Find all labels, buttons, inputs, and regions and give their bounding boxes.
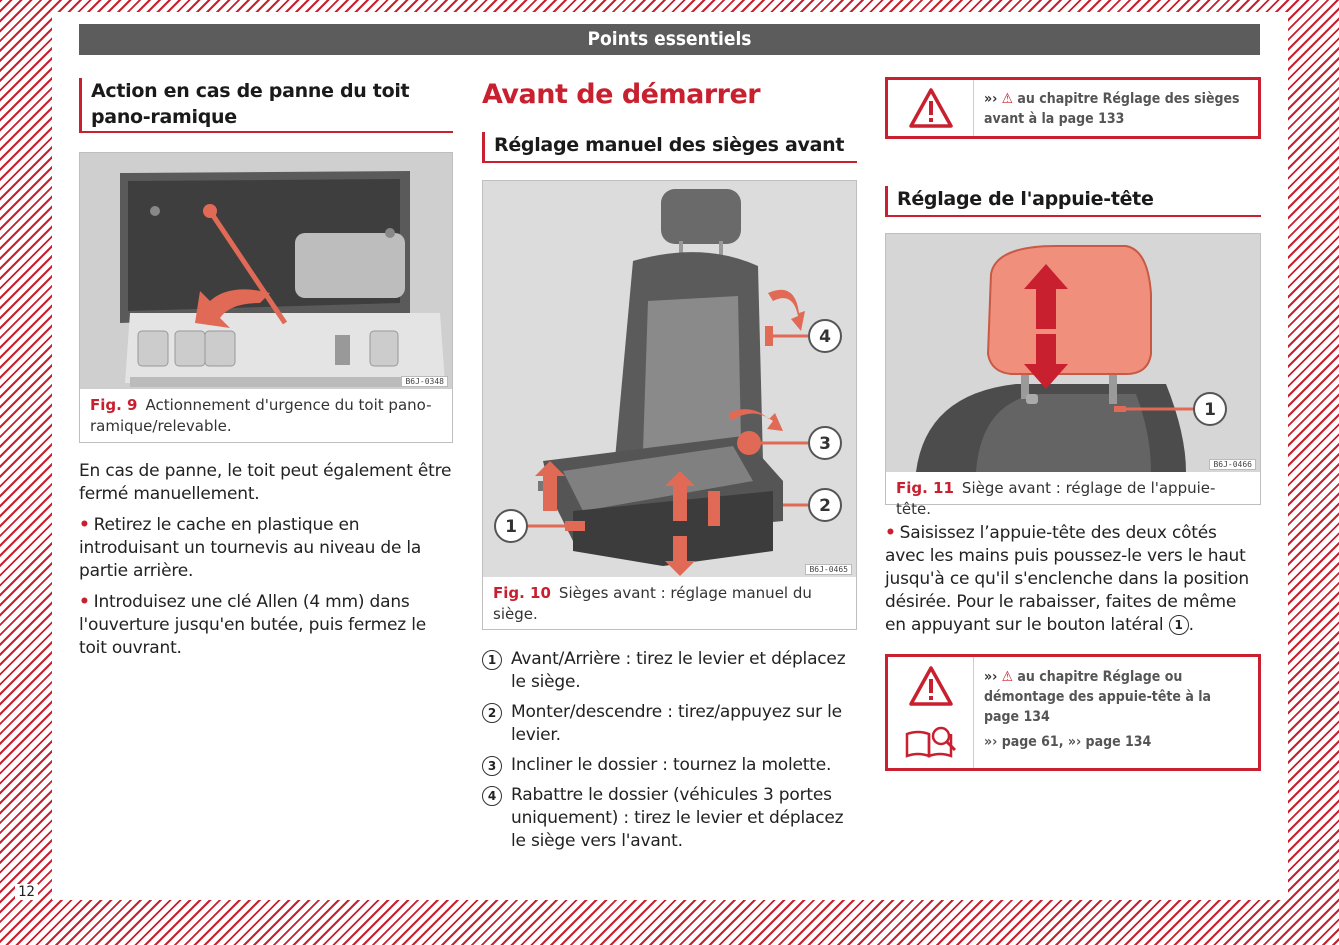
seat-steps-list	[482, 648, 857, 860]
svg-text:2: 2	[819, 496, 831, 516]
heading-text: Réglage manuel des sièges avant	[494, 134, 845, 156]
figure-11	[885, 233, 1261, 518]
step-number: 1	[482, 650, 502, 670]
step-text: Avant/Arrière : tirez le levier et déplacez le siège.	[511, 649, 846, 692]
section-title: Avant de démarrer	[482, 79, 761, 110]
warning-text[interactable]	[984, 667, 1248, 727]
caption-text: Siège avant : réglage de l'appuie-tête.	[896, 479, 1216, 518]
list-item	[482, 701, 857, 747]
svg-text:4: 4	[819, 327, 831, 347]
caption-text: Actionnement d'urgence du toit pano-ramique/relevable.	[90, 396, 432, 435]
caption-text: Sièges avant : réglage manuel du siège.	[493, 584, 812, 623]
bullet-1	[79, 514, 453, 583]
chevron-icon: »›	[984, 91, 998, 107]
step-text: Monter/descendre : tirez/appuyez sur le levier.	[511, 702, 842, 745]
step-text: Rabattre le dossier (véhicules 3 portes uniquement) : tirez le levier et déplacez le siège vers l'avant.	[511, 785, 844, 851]
page-number: 12	[15, 884, 38, 900]
figure-caption	[80, 389, 452, 443]
list-item	[482, 648, 857, 694]
figure-label: Fig. 9	[90, 396, 138, 414]
warning-link-text: au chapitre Réglage ou démontage des appuie-tête à la page 134	[984, 669, 1212, 725]
page-references[interactable]: »› page 61, »› page 134	[984, 734, 1152, 750]
warning-text[interactable]	[974, 80, 1258, 136]
heading-headrest	[885, 186, 1261, 217]
chevron-icon: »›	[984, 669, 998, 685]
figure-9	[79, 152, 453, 443]
warning-triangle-icon	[908, 87, 954, 129]
bullet-dot: •	[885, 523, 896, 543]
headrest-paragraph: • Saisissez l’appuie-tête des deux côtés avec les mains puis poussez-le vers le haut jusqu'à ce qu'il s'enclenche dans la position désirée. Pour le rabaisser, faites de même en appuyant sur le bouton latéral 1 .	[885, 523, 1249, 635]
warning-triangle-icon	[908, 665, 954, 707]
figure-label: Fig. 10	[493, 584, 551, 602]
list-item	[482, 784, 857, 853]
col1-body	[79, 460, 453, 668]
svg-text:3: 3	[819, 434, 831, 454]
warning-triangle-icon: ⚠	[1001, 669, 1014, 685]
step-number: 3	[482, 756, 502, 776]
svg-text:1: 1	[505, 517, 517, 537]
heading-seat-adjust	[482, 132, 857, 163]
step-number: 2	[482, 703, 502, 723]
warning-icon-column	[888, 657, 974, 768]
roof-console-illustration	[80, 153, 452, 389]
bullet-2	[79, 591, 453, 660]
warning-box-headrest	[885, 654, 1261, 771]
headrest-illustration	[886, 234, 1260, 472]
figure-caption	[483, 577, 856, 631]
warning-icon-column	[888, 80, 974, 136]
step-number: 4	[482, 786, 502, 806]
bullet-text: Retirez le cache en plastique en introduisant un tournevis au niveau de la partie arrière.	[79, 515, 422, 581]
warning-box-seats	[885, 77, 1261, 139]
bullet-text: Introduisez une clé Allen (4 mm) dans l'ouverture jusqu'en butée, puis fermez le toit ouvrant.	[79, 592, 426, 658]
figure-code: B6J-0466	[1209, 459, 1256, 470]
headrest-drawing	[886, 234, 1260, 472]
book-magnifier-icon	[903, 724, 959, 760]
heading-text: Réglage de l'appuie-tête	[897, 188, 1154, 210]
section-header: Points essentiels	[79, 24, 1260, 55]
warning-text-column	[974, 657, 1258, 768]
col3-body	[885, 522, 1261, 645]
list-item	[482, 754, 857, 777]
paragraph-text: Saisissez l’appuie-tête des deux côtés avec les mains puis poussez-le vers le haut jusqu'à ce qu'il s'enclenche dans la position désirée. Pour le rabaisser, faites de même en appuyant sur le bouton latéral	[885, 523, 1249, 635]
warning-triangle-icon: ⚠	[1001, 91, 1014, 107]
seat-illustration	[483, 181, 856, 577]
figure-code: B6J-0465	[805, 564, 852, 575]
warning-link-text: au chapitre Réglage des sièges avant à la page 133	[984, 91, 1240, 127]
bullet-dot: •	[79, 592, 90, 612]
roof-console-drawing	[80, 153, 452, 389]
heading-panoramic-roof	[79, 78, 453, 133]
step-text: Incliner le dossier : tournez la molette.	[511, 755, 832, 775]
figure-caption	[886, 472, 1260, 526]
intro-paragraph: En cas de panne, le toit peut également être fermé manuellement.	[79, 461, 452, 504]
svg-text:1: 1	[1204, 400, 1216, 420]
bullet-dot: •	[79, 515, 90, 535]
reference-number: 1	[1169, 615, 1189, 635]
seat-drawing	[483, 181, 856, 577]
figure-label: Fig. 11	[896, 479, 954, 497]
figure-code: B6J-0348	[401, 376, 448, 387]
figure-10	[482, 180, 857, 630]
heading-text: Action en cas de panne du toit pano-ramique	[91, 80, 410, 128]
